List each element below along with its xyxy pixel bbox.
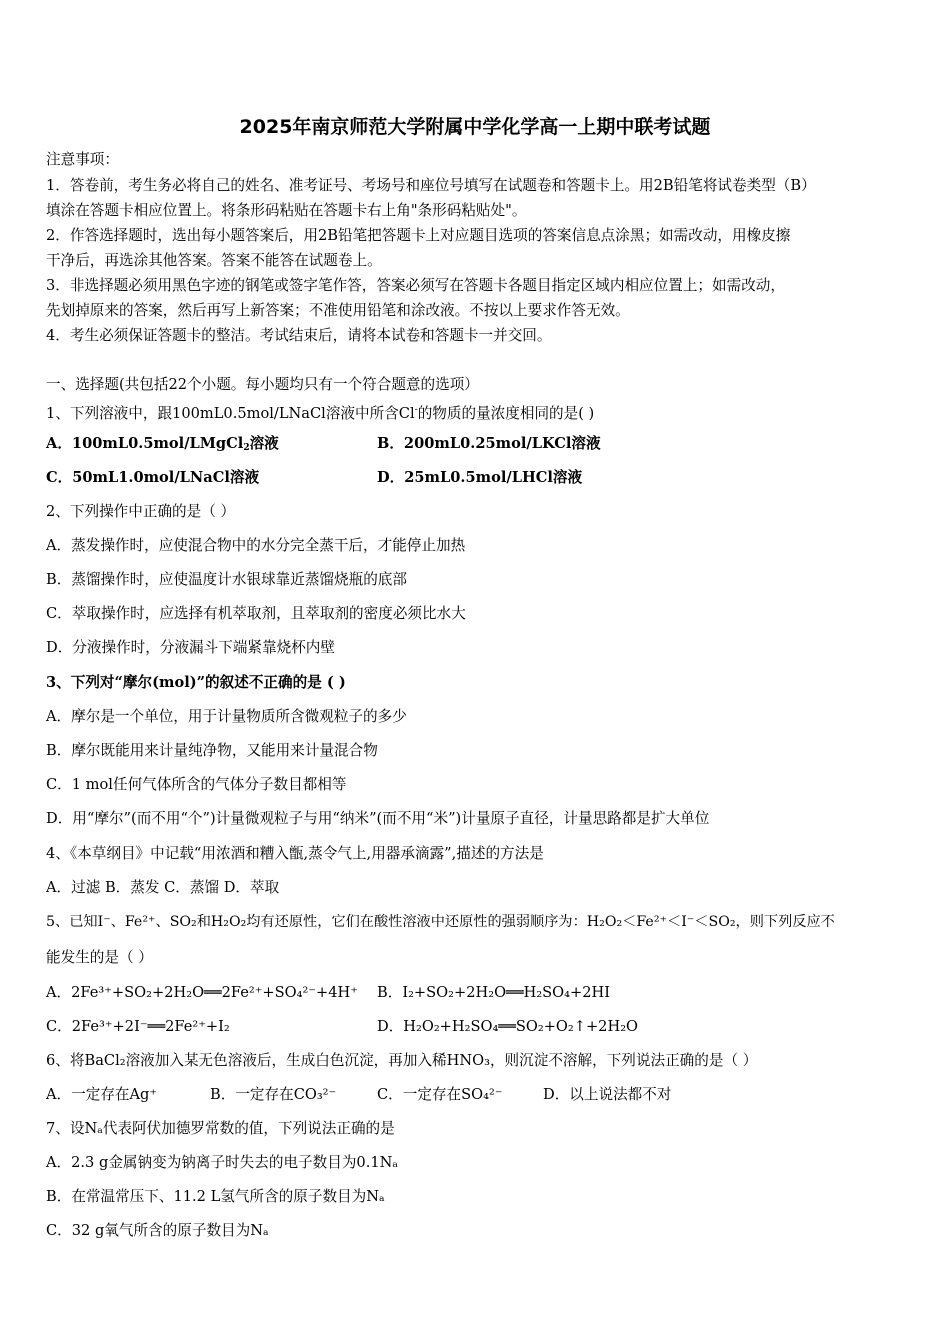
question-5-stem-cont: 能发生的是（ ） bbox=[46, 949, 153, 966]
question-2-stem: 2、下列操作中正确的是（ ） bbox=[46, 503, 236, 520]
q1-stem-a: 1、下列溶液中，跟100mL0.5mol/LNaCl溶液中所含Cl bbox=[46, 405, 415, 422]
notice-line: 2．作答选择题时，选出每小题答案后，用2B铅笔把答题卡上对应题目选项的答案信息点涂黑；如需改动，用橡皮擦 bbox=[46, 227, 791, 244]
q5-option-d: D．H₂O₂+H₂SO₄══SO₂+O₂↑+2H₂O bbox=[377, 1018, 639, 1035]
notice-line: 1．答卷前，考生务必将自己的姓名、准考证号、考场号和座位号填写在试题卷和答题卡上。用2B铅笔将试卷类型（B） bbox=[46, 177, 816, 194]
section-heading: 一、选择题(共包括22个小题。每小题均只有一个符合题意的选项） bbox=[46, 376, 479, 393]
notice-line: 干净后，再选涂其他答案。答案不能答在试题卷上。 bbox=[46, 252, 382, 269]
notice-line: 3．非选择题必须用黑色字迹的钢笔或签字笔作答，答案必须写在答题卡各题目指定区域内相应位置上；如需改动， bbox=[46, 277, 785, 294]
q2-option-a: A．蒸发操作时，应使混合物中的水分完全蒸干后，才能停止加热 bbox=[46, 537, 466, 554]
q1-a-sub: 2 bbox=[243, 443, 250, 453]
q1-option-d: D．25mL0.5mol/LHCl溶液 bbox=[377, 469, 583, 486]
q1-a-text: A．100mL0.5mol/LMgCl bbox=[46, 435, 244, 452]
notice-line: 填涂在答题卡相应位置上。将条形码粘贴在答题卡右上角"条形码粘贴处"。 bbox=[46, 202, 527, 219]
q3-option-c: C．1 mol任何气体所含的气体分子数目都相等 bbox=[46, 776, 347, 793]
question-1-stem bbox=[46, 400, 594, 424]
q6-option-a: A．一定存在Ag⁺ bbox=[46, 1086, 158, 1103]
notice-line: 先划掉原来的答案，然后再写上新答案；不准使用铅笔和涂改液。不按以上要求作答无效。 bbox=[46, 302, 630, 319]
question-3-stem: 3、下列对“摩尔(mol)”的叙述不正确的是 ( ) bbox=[46, 674, 346, 691]
q1-option-a bbox=[46, 434, 279, 458]
q1-option-b: B．200mL0.25mol/LKCl溶液 bbox=[377, 435, 601, 452]
q3-option-a: A．摩尔是一个单位，用于计量物质所含微观粒子的多少 bbox=[46, 708, 407, 725]
notice-heading: 注意事项： bbox=[46, 151, 119, 168]
q2-option-d: D．分液操作时，分液漏斗下端紧靠烧杯内壁 bbox=[46, 639, 335, 656]
question-4-stem: 4、《本草纲目》中记载“用浓酒和糟入甑,蒸令气上,用器承滴露”,描述的方法是 bbox=[46, 845, 544, 862]
q1-option-c: C．50mL1.0mol/LNaCl溶液 bbox=[46, 469, 260, 486]
q1-stem-sup: - bbox=[414, 405, 418, 415]
q2-option-c: C．萃取操作时，应选择有机萃取剂，且萃取剂的密度必须比水大 bbox=[46, 605, 466, 622]
notice-line: 4．考生必须保证答题卡的整洁。考试结束后，请将本试卷和答题卡一并交回。 bbox=[46, 327, 552, 344]
question-6-stem: 6、将BaCl₂溶液加入某无色溶液后，生成白色沉淀，再加入稀HNO₃，则沉淀不溶解，下列说法正确的是（ ） bbox=[46, 1052, 758, 1069]
q3-option-d: D．用“摩尔”(而不用“个”)计量微观粒子与用“纳米”(而不用“米”)计量原子直径，计量思路都是扩大单位 bbox=[46, 810, 710, 827]
q1-a-tail: 溶液 bbox=[249, 435, 279, 452]
q7-option-a: A．2.3 g金属钠变为钠离子时失去的电子数目为0.1Nₐ bbox=[46, 1154, 399, 1171]
q5-option-b: B．I₂+SO₂+2H₂O══H₂SO₄+2HI bbox=[377, 984, 610, 1001]
q1-stem-b: 的物质的量浓度相同的是( ) bbox=[417, 405, 595, 422]
question-5-stem: 5、已知I⁻、Fe²⁺、SO₂和H₂O₂均有还原性，它们在酸性溶液中还原性的强弱顺序为：H₂O₂＜Fe²⁺＜I⁻＜SO₂，则下列反应不 bbox=[46, 914, 835, 930]
q7-option-c: C．32 g氧气所含的原子数目为Nₐ bbox=[46, 1222, 269, 1239]
q4-options: A．过滤 B．蒸发 C．蒸馏 D．萃取 bbox=[46, 879, 280, 896]
q6-option-c: C．一定存在SO₄²⁻ bbox=[377, 1086, 503, 1103]
q2-option-b: B．蒸馏操作时，应使温度计水银球靠近蒸馏烧瓶的底部 bbox=[46, 571, 407, 588]
q6-option-d: D．以上说法都不对 bbox=[543, 1086, 672, 1103]
page-title: 2025年南京师范大学附属中学化学高一上期中联考试题 bbox=[239, 116, 711, 138]
q5-option-c: C．2Fe³⁺+2I⁻══2Fe²⁺+I₂ bbox=[46, 1018, 230, 1035]
q5-option-a: A．2Fe³⁺+SO₂+2H₂O══2Fe²⁺+SO₄²⁻+4H⁺ bbox=[46, 984, 358, 1001]
q3-option-b: B．摩尔既能用来计量纯净物，又能用来计量混合物 bbox=[46, 742, 378, 759]
q6-option-b: B．一定存在CO₃²⁻ bbox=[210, 1086, 337, 1103]
q7-option-b: B．在常温常压下、11.2 L氢气所含的原子数目为Nₐ bbox=[46, 1188, 385, 1205]
question-7-stem: 7、设Nₐ代表阿伏加德罗常数的值，下列说法正确的是 bbox=[46, 1120, 395, 1137]
